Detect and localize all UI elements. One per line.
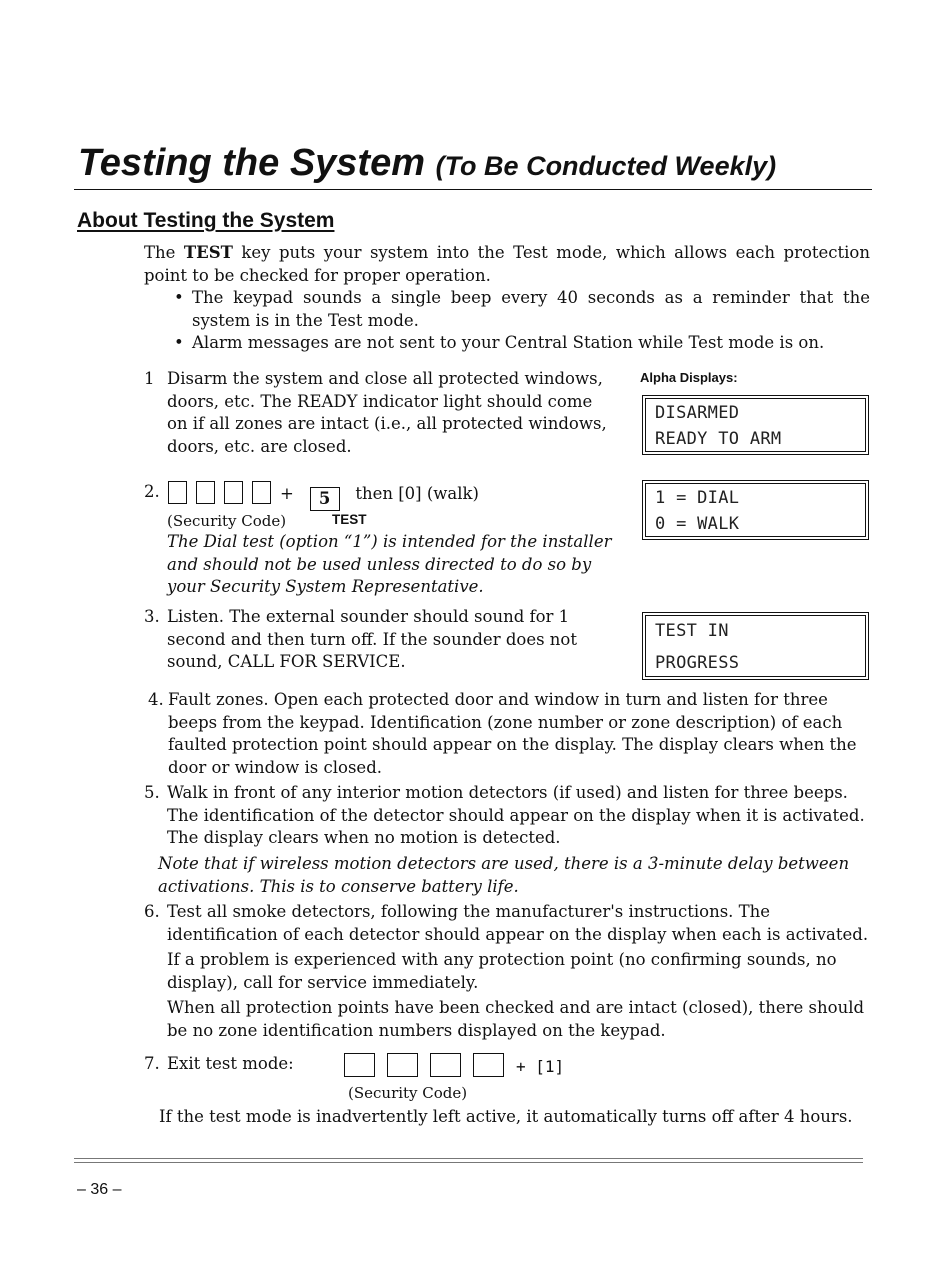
test-key-label: TEST: [332, 512, 367, 527]
step-number: 1: [144, 369, 155, 388]
title-divider: [74, 189, 872, 190]
bullet-text: The keypad sounds a single beep every 40 seconds as a reminder that the system is in the Test mode.: [192, 288, 870, 330]
security-code-digit-box: [473, 1053, 504, 1077]
step-5-note: Note that if wireless motion detectors are used, there is a 3-minute delay between activations. This is to conserve battery life.: [158, 854, 850, 896]
footer-divider: [74, 1158, 863, 1163]
security-code-digit-box: [196, 481, 215, 504]
security-code-digit-box: [168, 481, 187, 504]
lcd-line: 0 = WALK: [655, 514, 740, 534]
lcd-display-disarmed: [642, 395, 869, 455]
bullet-item: [174, 287, 870, 332]
intro-test-key: TEST: [183, 243, 233, 262]
alpha-displays-label: Alpha Displays:: [640, 370, 738, 385]
step-1-text: Disarm the system and close all protected windows, doors, etc. The READY indicator light should come on if all zones are intact (i.e., all protected windows, doors, etc. are closed.: [167, 369, 607, 456]
step-5-text: Walk in front of any interior motion detectors (if used) and listen for three beeps. The identification of the detector should appear on the display when it is activated. The display clears when no motion is detected.: [167, 783, 865, 847]
step-2-then: then [0] (walk): [355, 484, 479, 503]
security-code-digit-box: [344, 1053, 375, 1077]
step-number: 7.: [144, 1054, 160, 1073]
step-number: 4.: [148, 690, 164, 709]
lcd-line: PROGRESS: [655, 653, 740, 673]
step-6-closed-paragraph: When all protection points have been checked and are intact (closed), there should be no zone identification numbers displayed on the keypad.: [167, 998, 865, 1040]
bullet-icon: •: [174, 288, 184, 307]
security-code-label: (Security Code): [348, 1084, 468, 1102]
step-6-text: Test all smoke detectors, following the manufacturer's instructions. The identification of each detector should appear on the display when each is activated.: [167, 902, 869, 944]
step-number: 6.: [144, 902, 160, 921]
step-2-note: The Dial test (option “1”) is intended for the installer and should not be used unless directed to do so by your Security System Representative.: [167, 532, 612, 596]
lcd-display-test-in-progress: [642, 612, 869, 680]
bullet-text: Alarm messages are not sent to your Central Station while Test mode is on.: [192, 333, 825, 352]
lcd-line: DISARMED: [655, 403, 740, 423]
test-key-5: 5: [310, 487, 340, 511]
step-number: 5.: [144, 783, 160, 802]
security-code-digit-box: [252, 481, 271, 504]
page-title-subtitle: (To Be Conducted Weekly): [435, 151, 777, 181]
step-7-plus-one: + [1]: [516, 1057, 565, 1076]
lcd-line: TEST IN: [655, 621, 729, 641]
lcd-line: READY TO ARM: [655, 429, 782, 449]
intro-pre: The: [144, 243, 184, 262]
intro-post: key puts your system into the Test mode, which allows each protection point to be checked for proper operation.: [144, 243, 870, 285]
step-3-text: Listen. The external sounder should sound for 1 second and then turn off. If the sounder does not sound, CALL FOR SERVICE.: [167, 607, 577, 671]
intro-paragraph: [144, 242, 870, 287]
closing-note: If the test mode is inadvertently left active, it automatically turns off after 4 hours.: [159, 1107, 853, 1126]
plus-sign: +: [280, 484, 294, 503]
lcd-line: 1 = DIAL: [655, 488, 740, 508]
step-7-label: Exit test mode:: [167, 1054, 294, 1073]
security-code-digit-box: [224, 481, 243, 504]
security-code-label: (Security Code): [167, 512, 287, 530]
step-number: 3.: [144, 607, 160, 626]
page-number: – 36 –: [77, 1181, 122, 1198]
security-code-digit-box: [430, 1053, 461, 1077]
security-code-digit-box: [387, 1053, 418, 1077]
page-title-main: Testing the System: [78, 142, 426, 184]
lcd-display-dial-walk: [642, 480, 869, 540]
page-title: [78, 140, 776, 189]
bullet-item: [174, 332, 870, 355]
step-4-text: Fault zones. Open each protected door and window in turn and listen for three beeps from the keypad. Identification (zone number or zone description) of each faulted protection point should appear on the display. The display clears when the door or window is closed.: [168, 690, 857, 777]
section-heading: About Testing the System: [77, 209, 335, 232]
step-6-problem-paragraph: If a problem is experienced with any protection point (no confirming sounds, no display), call for service immediately.: [167, 950, 837, 992]
step-number: 2.: [144, 482, 160, 501]
step-7-keys: [344, 1053, 564, 1079]
bullet-icon: •: [174, 333, 184, 352]
step-2-keys: [168, 481, 608, 511]
